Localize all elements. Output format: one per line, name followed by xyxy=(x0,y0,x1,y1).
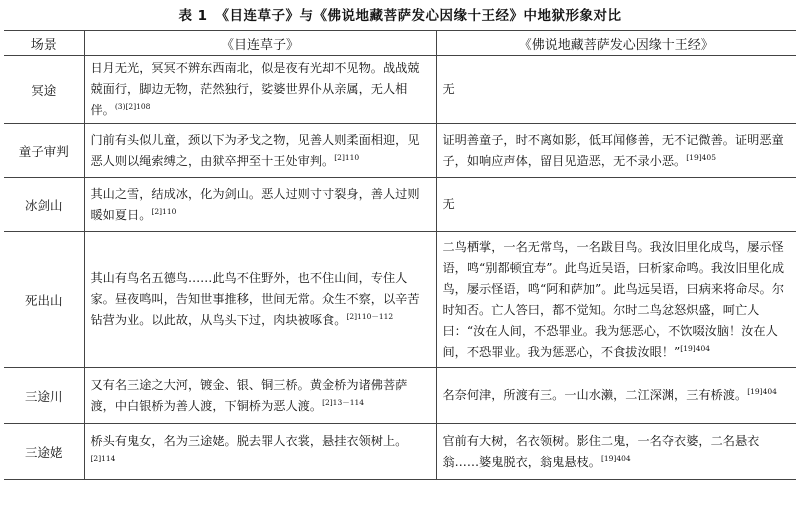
table-title: 《目连草子》与《佛说地藏菩萨发心因缘十王经》中地狱形象对比 xyxy=(215,8,622,24)
table-row xyxy=(4,368,796,424)
mulian-cell: 又有名三途之大河，镀金、银、铜三桥。黄金桥为诸佛菩萨渡，中白银桥为善人渡，下铜桥为恶人渡。$^{[2]13-114}$ xyxy=(84,368,436,424)
table-row xyxy=(4,232,796,368)
table-row xyxy=(4,124,796,178)
scene-cell: 冰剑山 xyxy=(4,178,84,232)
citation: [2]110 xyxy=(151,206,177,216)
scene-cell: 三途川 xyxy=(4,368,84,424)
citation: [2]13－114 xyxy=(322,397,365,407)
mulian-cell: 门前有头似儿童，颈以下为矛戈之物，见善人则柔面相迎，见恶人则以绳索缚之，由狱卒押至十王处审判。$^{[2]110}$ xyxy=(84,124,436,178)
scene-cell: 童子审判 xyxy=(4,124,84,178)
comparison-table xyxy=(4,30,796,480)
header-mulian: 《目连草子》 xyxy=(84,31,436,56)
scene-cell: 死出山 xyxy=(4,232,84,368)
table-row xyxy=(4,56,796,124)
citation: [19]405 xyxy=(686,152,716,162)
table-row xyxy=(4,178,796,232)
sutra-cell: 证明善童子，时不离如影，低耳闻修善，无不记微善。证明恶童子，如响应声体，留目见造恶，无不录小恶。$^{[19]405}$ xyxy=(436,124,796,178)
header-sutra: 《佛说地藏菩萨发心因缘十王经》 xyxy=(436,31,796,56)
sutra-cell: 无 xyxy=(436,178,796,232)
mulian-cell: 其山之雪，结成冰，化为剑山。恶人过则寸寸裂身，善人过则暖如夏日。$^{[2]110}$ xyxy=(84,178,436,232)
citation: [2]110 xyxy=(334,152,360,162)
header-scene: 场景 xyxy=(4,31,84,56)
sutra-cell: 名奈何津，所渡有三。一山水濑，二江深渊，三有桥渡。$^{[19]404}$ xyxy=(436,368,796,424)
table-number: 表 1 xyxy=(178,8,208,24)
citation: (3)[2]108 xyxy=(114,101,151,111)
sutra-cell: 无 xyxy=(436,56,796,124)
citation: [19]404 xyxy=(680,343,711,353)
mulian-cell: 日月无光，冥冥不辨东西南北，似是夜有光却不见物。战战兢兢面行，脚边无物，茫然独行，娑婆世界仆从亲属，无人相伴。$^{(3)[2]108}$ xyxy=(84,56,436,124)
scene-cell: 三途姥 xyxy=(4,424,84,480)
sutra-cell: 二鸟栖掌，一名无常鸟，一名跋目鸟。我汝旧里化成鸟，屡示怪语，鸣“别都顿宜寿”。此鸟近吴语，曰析家命鸣。我汝旧里化成鸟，屡示怪语，鸣“阿和萨加”。此鸟远吴语，曰病来将命尽。尔时知否。亡人答曰，都不觉知。尔时二鸟忿怒炽盛，呵亡人曰：“汝在人间，不恐罪业。我为惩恶心，不饮啜汝脑！汝在人间，不恐罪业。我为惩恶心，不食拔汝眼！”$^{[19]404}$ xyxy=(436,232,796,368)
citation: [19]404 xyxy=(747,386,777,396)
table-caption xyxy=(0,4,800,24)
sutra-cell: 官前有大树，名衣领树。影住二鬼，一名夺衣婆，二名悬衣翁……婆鬼脱衣，翁鬼悬枝。$^{[19]404}$ xyxy=(436,424,796,480)
citation: [2]110－112 xyxy=(346,311,394,321)
scene-cell: 冥途 xyxy=(4,56,84,124)
table-header-row xyxy=(4,31,796,56)
citation: [2]114 xyxy=(90,453,116,463)
citation: [19]404 xyxy=(600,453,631,463)
mulian-cell: 桥头有鬼女，名为三途姥。脱去罪人衣裳，悬挂衣领树上。$^{[2]114}$ xyxy=(84,424,436,480)
table-row xyxy=(4,424,796,480)
mulian-cell: 其山有鸟名五德鸟……此鸟不住野外，也不住山间，专住人家。昼夜鸣叫，告知世事推移，世间无常。众生不察，以辛苦钻营为业。以此故，从鸟头下过，肉块被啄食。$^{[2]110-112}$ xyxy=(84,232,436,368)
